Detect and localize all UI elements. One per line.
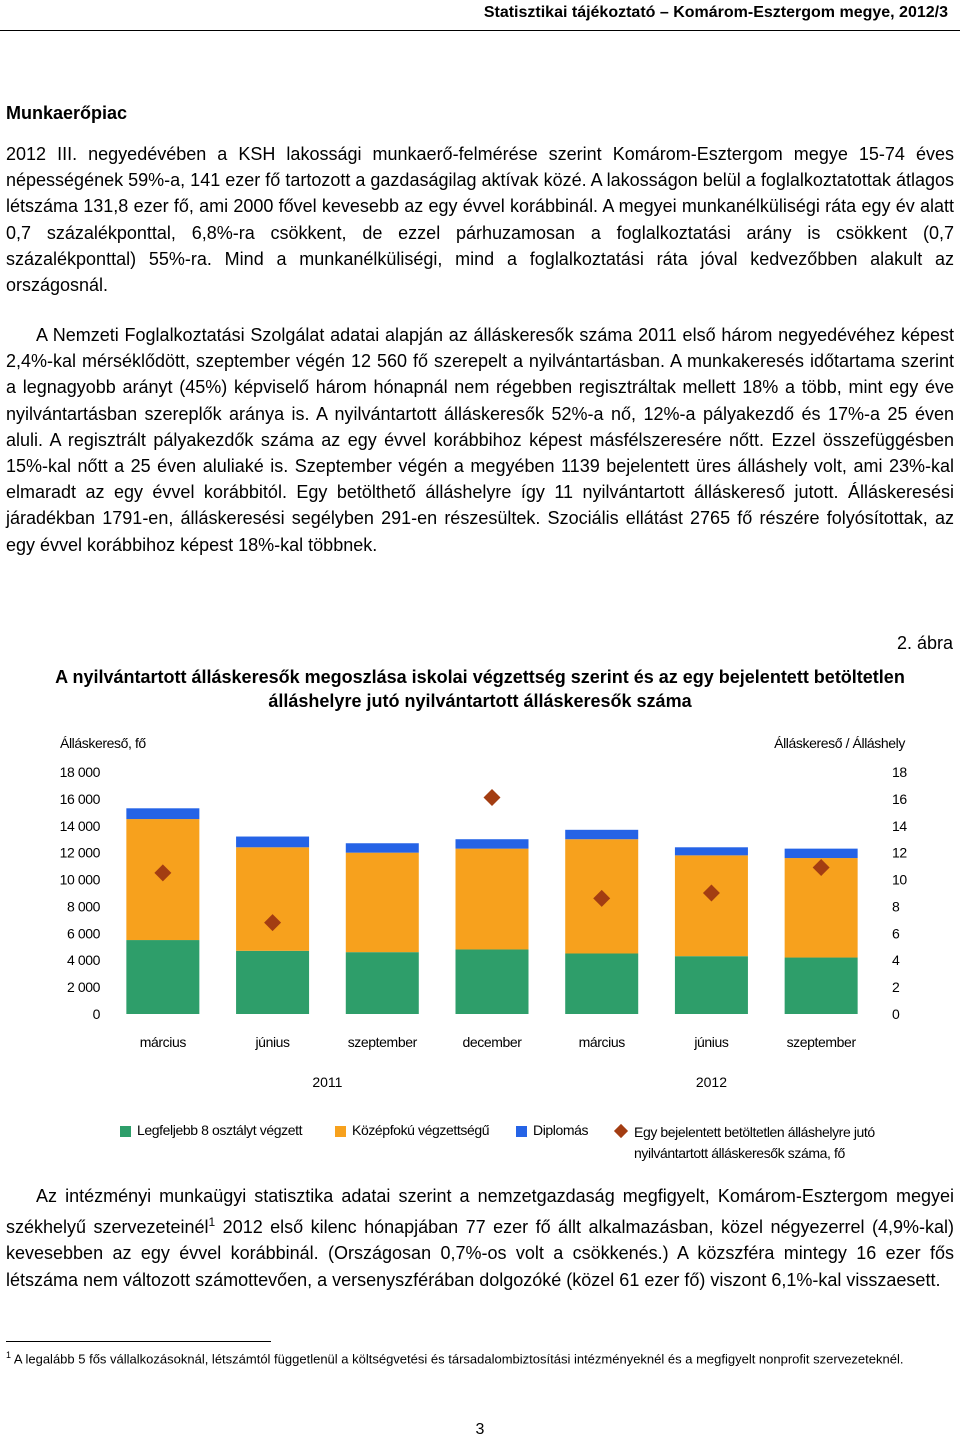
bar-segment-3 [346, 843, 419, 852]
x-tick-label: június [694, 1034, 729, 1050]
legend-label: nyilvántartott álláskeresők száma, fő [634, 1145, 845, 1161]
y-right-tick-label: 16 [892, 790, 907, 807]
bar-segment-1 [456, 949, 529, 1014]
bar-segment-2 [675, 855, 748, 956]
y-left-tick-label: 6 000 [66, 925, 100, 942]
bar-segment-3 [565, 830, 638, 839]
legend-swatch-green [120, 1126, 131, 1137]
bar-segment-2 [236, 847, 309, 951]
running-header: Statisztikai tájékoztató – Komárom-Esztergom megye, 2012/3 [483, 4, 948, 21]
y-left-tick-label: 18 000 [59, 764, 100, 780]
chart-title: A nyilvántartott álláskeresők megoszlása iskolai végzettség szerint és az egy bejelentett betöltetlen álláshelyre jutó nyilvántartott álláskeresők száma [55, 667, 905, 711]
legend-label: Diplomás [533, 1122, 589, 1138]
paragraph-3-part-1: Az intézményi munkaügyi statisztika adatai szerint a nemzetgazdaság megfigyelt, Komárom-Esztergom megyei székhelyű szervezeteinél [6, 1186, 954, 1238]
bar-segment-3 [675, 847, 748, 855]
y-right-tick-label: 4 [892, 952, 900, 969]
year-label: 2012 [695, 1074, 728, 1090]
y-left-tick-label: 0 [92, 1006, 100, 1022]
footnote-text: A legalább 5 fős vállalkozásoknál, létszámtól függetlenül a költségvetési és társadalombiztosítási intézményeknél és a megfigyelt nonprofit szervezeteknél. [11, 1351, 904, 1367]
legend-item-ratio [614, 1122, 875, 1164]
x-tick-label: március [139, 1034, 186, 1050]
footnote [6, 1346, 946, 1368]
footnote-marker: 1 [6, 1350, 12, 1360]
y-left-tick-label: 10 000 [59, 871, 100, 888]
y-left-tick-label: 12 000 [59, 844, 100, 861]
footnote-ref: 1 [208, 1215, 216, 1230]
y-right-tick-label: 0 [892, 1006, 900, 1022]
y-right-tick-label: 18 [892, 764, 907, 780]
bar-segment-3 [456, 839, 529, 848]
bar-segment-2 [346, 853, 419, 952]
y-right-tick-label: 14 [892, 817, 907, 834]
y-left-tick-label: 16 000 [59, 790, 100, 807]
legend-item-primary [120, 1122, 302, 1138]
bar-segment-1 [236, 951, 309, 1014]
legend-item-graduate [516, 1122, 588, 1138]
y-left-tick-label: 14 000 [59, 817, 100, 834]
section-title: Munkaerőpiac [6, 103, 128, 123]
legend-swatch-orange [335, 1126, 346, 1137]
year-label: 2011 [312, 1074, 343, 1090]
paragraph-1-text: 2012 III. negyedévében a KSH lakossági munkaerő-felmérése szerint Komárom-Esztergom megye 15-74 éves népességének 59%-a, 141 ezer fő tartozott a gazdaságilag aktívak közé. A lakosságon belül a foglalkoztatottak átlagos létszáma 131,8 ezer fő, ami 2000 fővel kevesebb az egy évvel korábbinál. A megyei munkanélküliségi ráta egy év alatt 0,7 százalékponttal, 6,8%-ra csökkent, de ezzel párhuzamosan a foglalkoztatási arány is csökkent (0,7 százalékponttal) 55%-ra. Mind a munkanélküliségi, mind a foglalkoztatási ráta jóval kedvezőbben alakult az országosnál. [6, 144, 954, 296]
page-number: 3 [475, 1421, 485, 1438]
y-left-tick-label: 8 000 [66, 898, 100, 915]
x-tick-label: március [578, 1034, 625, 1050]
legend-label: Legfeljebb 8 osztályt végzett [137, 1122, 303, 1138]
footnote-rule [6, 1341, 271, 1342]
paragraph-2-text: A Nemzeti Foglalkoztatási Szolgálat adatai alapján az álláskeresők száma 2011 első három negyedévéhez képest 2,4%-kal mérséklődött, szeptember végén 12 560 fő szerepelt a nyilvántartásban. A munkakeresés időtartama szerint a legnagyobb arányt (45%) képviselő három hónapnál nem régebben regisztráltak mellett 18% a több, mint egy éve nyilvántartásban szereplők aránya is. A nyilvántartott álláskeresők 52%-a nő, 12%-a pályakezdő és 17%-a 25 éven aluli. A regisztrált pályakezdők száma az egy évvel korábbihoz képest másfélszeresére nőtt. Ezzel összefüggésben 15%-kal nőtt a 25 éven aluliaké is. Szeptember végén a megyében 1139 bejelentett üres álláshely volt, ami 23%-kal elmaradt az egy évvel korábbitól. Egy betölthető álláshelyre így 11 nyilvántartott álláskereső jutott. Álláskeresési járadékban 1791-en, álláskeresési segélyben 291-en részesültek. Szociális ellátást 2765 fő részére folyósítottak, az egy évvel korábbihoz képest 18%-kal többnek. [6, 325, 954, 555]
bar-segment-1 [785, 958, 858, 1014]
y-right-tick-label: 10 [892, 871, 907, 888]
bar-segment-1 [126, 940, 199, 1014]
x-tick-label: június [255, 1034, 290, 1050]
y-left-axis-label: Álláskereső, fő [60, 735, 146, 751]
legend-label: Középfokú végzettségű [352, 1122, 490, 1138]
y-left-tick-label: 4 000 [66, 952, 100, 969]
y-right-tick-label: 6 [892, 925, 900, 942]
y-right-tick-label: 2 [892, 979, 900, 996]
y-right-tick-label: 12 [892, 844, 907, 861]
legend-label: Egy bejelentett betöltetlen álláshelyre jutó [634, 1124, 875, 1140]
legend-swatch-blue [516, 1126, 527, 1137]
legend-item-secondary [335, 1122, 489, 1138]
paragraph-3 [6, 1183, 954, 1293]
x-tick-label: december [462, 1034, 522, 1050]
x-tick-label: szeptember [347, 1034, 417, 1050]
y-right-axis-label: Álláskereső / Álláshely [774, 735, 905, 751]
bar-segment-1 [346, 952, 419, 1014]
legend-diamond-icon [614, 1124, 628, 1138]
ratio-marker [484, 789, 501, 806]
bar-segment-1 [675, 956, 748, 1014]
bar-segment-3 [126, 808, 199, 819]
figure-label: 2. ábra [896, 633, 953, 653]
x-tick-label: szeptember [786, 1034, 856, 1050]
bar-segment-1 [565, 954, 638, 1015]
bar-segment-3 [785, 849, 858, 858]
y-right-tick-label: 8 [892, 898, 900, 915]
paragraph-3-text [6, 1183, 954, 1293]
bar-segment-2 [456, 849, 529, 950]
y-left-tick-label: 2 000 [66, 979, 100, 996]
legend-ratio-text [634, 1122, 875, 1164]
paragraph-3-part-2: 2012 első kilenc hónapjában 77 ezer fő állt alkalmazásban, közel négyezerrel (4,9%-kal) kevesebben az egy évvel korábbinál. (Országosan 0,7%-os volt a csökkenés.) A közszféra mintegy 16 ezer fős létszáma nem változott számottevően, a versenyszférában dolgozóké (közel 61 ezer fő) viszont 6,1%-kal visszaesett. [6, 1217, 954, 1290]
bar-segment-3 [236, 837, 309, 848]
